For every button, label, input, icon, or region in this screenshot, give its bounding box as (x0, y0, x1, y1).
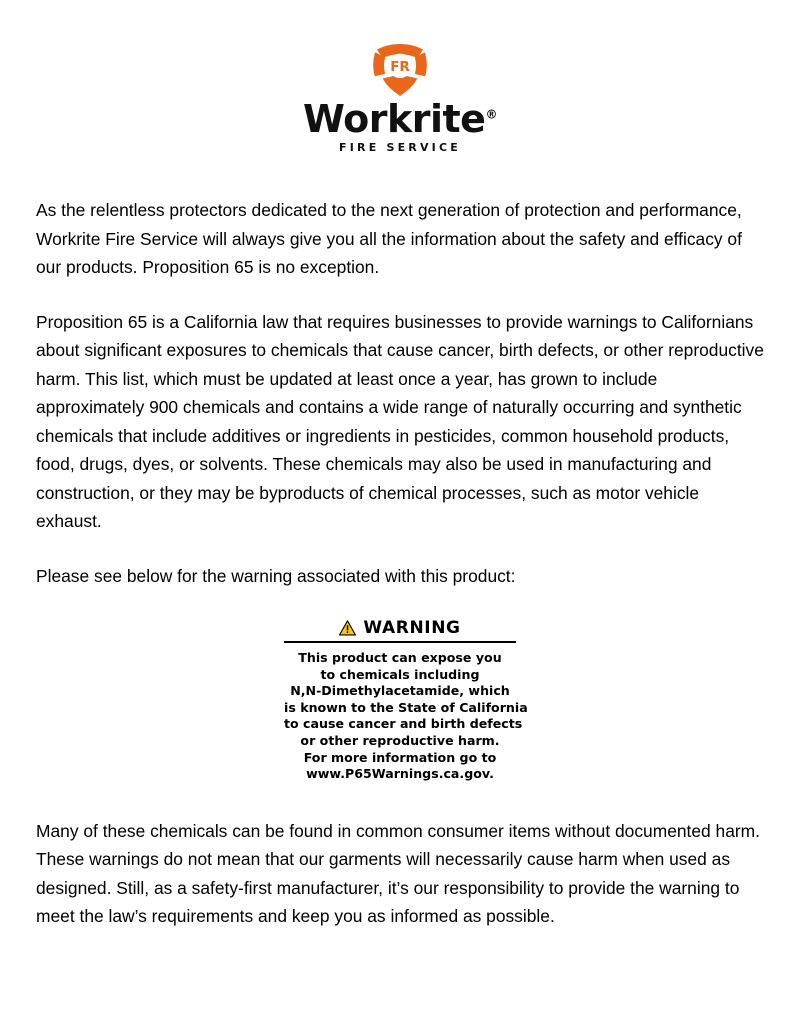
document-body (0, 196, 800, 931)
warning-title: WARNING (363, 618, 461, 638)
see-below-paragraph: Please see below for the warning associated with this product: (36, 565, 516, 586)
brand-wordmark (303, 97, 497, 141)
prop65-warning-label (284, 618, 528, 783)
workrite-fr-badge-icon (373, 44, 427, 96)
warning-triangle-icon (339, 620, 356, 636)
warning-line: to chemicals including (320, 666, 480, 682)
warning-line: is known to the State of California (284, 699, 528, 715)
warning-header (284, 618, 516, 643)
svg-text:FR: FR (390, 59, 410, 75)
warning-line: to cause cancer and birth defects (284, 716, 523, 732)
closing-paragraph: Many of these chemicals can be found in common consumer items without documented harm. These warnings do not mean that our garments will necessarily cause harm when used as designed. Still, as a safety-first manufacturer, it’s our responsibility to provide the warning to meet the law’s requirements and keep you as informed as possible. (36, 820, 760, 927)
warning-line: or other reproductive harm. (300, 732, 500, 748)
brand-logo (0, 0, 800, 154)
warning-line: For more information go to (303, 749, 497, 765)
intro-paragraph: As the relentless protectors dedicated to the next generation of protection and performance, Workrite Fire Service will always give you all the information about the safety and efficacy of our products. Proposition 65 is no exception. (36, 200, 742, 277)
warning-text (284, 650, 528, 783)
prop65-description-paragraph: Proposition 65 is a California law that requires businesses to provide warnings to Californians about significant exposures to chemicals that cause cancer, birth defects, or other reproductive harm. This list, which must be updated at least once a year, has grown to include approximately 900 chemicals and contains a wide range of naturally occurring and synthetic chemicals that include additives or ingredients in pesticides, common household products, food, drugs, dyes, or solvents. These chemicals may also be used in manufacturing and construction, or they may be byproducts of chemical processes, such as motor vehicle exhaust. (36, 311, 764, 531)
brand-subtitle: FIRE SERVICE (339, 141, 461, 154)
warning-line: This product can expose you (298, 650, 502, 665)
registered-trademark-symbol: ® (485, 107, 497, 122)
brand-name: Workrite (303, 97, 486, 141)
warning-line-url: www.P65Warnings.ca.gov. (306, 766, 494, 782)
warning-line: N,N-Dimethylacetamide, which (290, 683, 510, 699)
prop65-warning-container (36, 618, 764, 783)
